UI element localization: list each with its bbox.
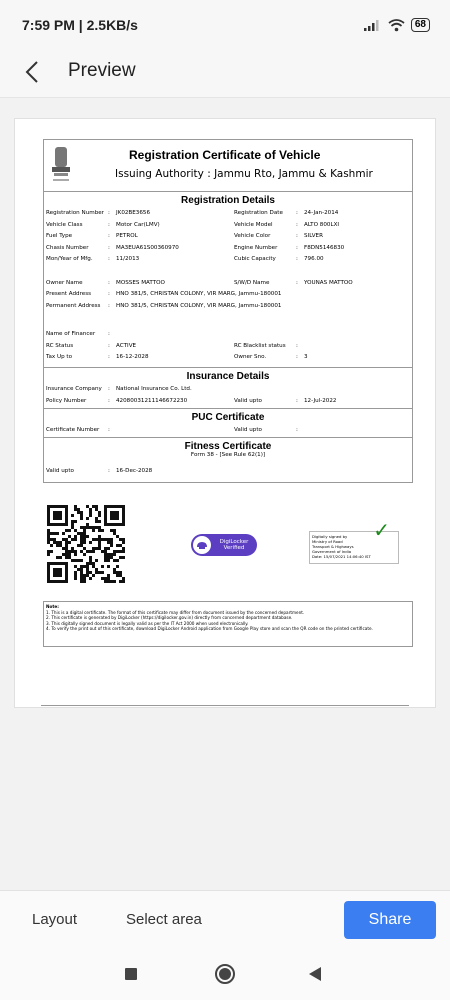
field-value: 16-Dec-2028 xyxy=(116,468,153,474)
detail-row: Mon/Year of Mfg. : 11/2013 Cubic Capacity : 796.00 xyxy=(44,254,412,266)
certificate-note xyxy=(43,601,413,647)
checkmark-icon: ✓ xyxy=(373,518,390,542)
detail-row: Present Address : HNO 381/5, CHRISTAN COLONY, VIR MARG, Jammu-180001 xyxy=(44,289,412,301)
field-label: Present Address xyxy=(46,291,92,297)
field-value: SILVER xyxy=(304,233,323,239)
permanent-address: HNO 381/5, CHRISTAN COLONY, VIR MARG, Jammu-180001 xyxy=(116,302,282,309)
badge-line: DigiLocker xyxy=(219,538,249,545)
field-value: ACTIVE xyxy=(116,342,137,349)
field-value: 11/2013 xyxy=(116,256,140,262)
back-button[interactable] xyxy=(16,56,48,88)
field-label: RC Status xyxy=(46,342,74,349)
national-emblem-icon xyxy=(50,145,72,187)
recent-apps-icon[interactable] xyxy=(125,968,137,980)
share-button[interactable]: Share xyxy=(344,901,436,939)
detail-row: Fuel Type : PETROL Vehicle Color : SILVER xyxy=(44,231,412,243)
note-item: 3. This digitally signed document is legally valid as per the IT Act 2000 when used electronically. xyxy=(46,620,249,626)
field-label: Chasis Number xyxy=(46,244,89,251)
field-label: RC Blacklist status xyxy=(234,342,286,349)
field-value: 3 xyxy=(304,354,308,360)
puc-section xyxy=(43,409,413,438)
certificate-header xyxy=(43,139,413,192)
signature-line: Date: 15/07/2021 14:06:40 IST xyxy=(312,554,371,559)
field-label: Owner Name xyxy=(46,279,83,286)
field-label: Permanent Address xyxy=(46,302,101,309)
document-page xyxy=(14,118,436,708)
field-label: Engine Number xyxy=(234,244,278,251)
detail-row: Name of Financer : xyxy=(44,329,412,341)
section-heading: Insurance Details xyxy=(186,371,270,382)
field-value: JK02BE3656 xyxy=(116,210,151,216)
select-area-button[interactable]: Select area xyxy=(126,911,202,928)
field-value: 24-Jan-2014 xyxy=(304,210,339,216)
page-title: Preview xyxy=(68,60,136,81)
field-value: PETROL xyxy=(116,233,138,239)
field-label: Vehicle Class xyxy=(46,221,83,228)
signature-line: Transport & Highways xyxy=(312,544,354,549)
note-item: 4. To verify the print out of this certificate, download DigiLocker Android application from Google Play store and scan the QR code on the printed certificate. xyxy=(46,626,373,631)
section-heading: Registration Details xyxy=(181,195,275,206)
field-label: S/W/D Name xyxy=(234,279,270,286)
field-label: Fuel Type xyxy=(46,233,73,239)
detail-row: Tax Up to : 16-12-2028 Owner Sno. : 3 xyxy=(44,352,412,364)
detail-row: Policy Number : 42080031211146672230 Valid upto : 12-Jul-2022 xyxy=(44,396,412,408)
certificate xyxy=(43,139,413,647)
signature-line: Digitally signed by xyxy=(312,534,348,539)
field-value: MA3EUA61S00360970 xyxy=(116,244,179,251)
field-value xyxy=(304,425,404,437)
field-label: Valid upto xyxy=(234,397,262,404)
field-value: ALTO 800LXI xyxy=(304,221,340,228)
field-label: Owner Sno. xyxy=(234,354,267,360)
owner-name: MOSSES MATTOO xyxy=(116,279,165,286)
field-label: Valid upto xyxy=(46,468,74,474)
signature-line: Government of India xyxy=(312,549,352,554)
status-bar xyxy=(0,0,450,46)
page-divider xyxy=(41,705,409,706)
note-title: Note: xyxy=(46,604,59,609)
section-heading: Fitness Certificate xyxy=(184,441,272,452)
nav-back-icon[interactable] xyxy=(309,967,321,981)
status-icons xyxy=(364,18,430,32)
field-label: Vehicle Color xyxy=(234,233,271,239)
detail-row: Owner Name : MOSSES MATTOO S/W/D Name : YOUNAS MATTOO xyxy=(44,278,412,290)
field-label: Cubic Capacity xyxy=(234,256,276,262)
field-label: Vehicle Model xyxy=(234,221,273,228)
bottom-toolbar xyxy=(0,890,450,947)
field-value: National Insurance Co. Ltd. xyxy=(116,386,192,392)
field-value: 42080031211146672230 xyxy=(116,397,188,404)
section-heading: PUC Certificate xyxy=(191,412,265,423)
layout-button[interactable]: Layout xyxy=(32,911,78,928)
detail-row: Registration Number : JK02BE3656 Registration Date : 24-Jan-2014 xyxy=(44,208,412,220)
present-address: HNO 381/5, CHRISTAN COLONY, VIR MARG, Jammu-180001 xyxy=(116,291,282,297)
chevron-left-icon xyxy=(25,61,39,83)
field-value xyxy=(304,341,404,353)
field-value: 12-Jul-2022 xyxy=(304,397,337,404)
detail-row: Valid upto : 16-Dec-2028 xyxy=(44,466,412,478)
field-label: Mon/Year of Mfg. xyxy=(46,256,93,262)
field-value: 16-12-2028 xyxy=(116,354,149,360)
field-value: 796.00 xyxy=(304,256,324,262)
note-item: 2. This certificate is generated by DigiLocker (https://digilocker.gov.in) directly from concerned department database. xyxy=(46,615,293,620)
digilocker-icon xyxy=(196,540,208,550)
fitness-section xyxy=(43,438,413,483)
status-time: 7:59 PM | 2.5KB/s xyxy=(22,17,138,33)
field-value xyxy=(116,329,234,341)
certificate-title: Registration Certificate of Vehicle xyxy=(129,148,321,162)
wifi-icon xyxy=(388,19,405,32)
field-label: Tax Up to xyxy=(46,354,73,360)
home-icon[interactable] xyxy=(215,964,235,984)
field-value: F8DN5146830 xyxy=(304,244,345,251)
detail-row: Chasis Number : MA3EUA61S00360970 Engine Number : F8DN5146830 xyxy=(44,243,412,255)
field-value: Motor Car(LMV) xyxy=(116,221,160,228)
field-value xyxy=(116,425,234,437)
note-item: 1. This is a digital certificate. The format of this certificate may differ from document issued by the concerned department. xyxy=(46,609,305,615)
badge-line: Verified xyxy=(223,545,245,551)
battery-icon: 68 xyxy=(411,18,430,32)
field-label: Registration Number xyxy=(46,210,104,216)
detail-row: Certificate Number : Valid upto : xyxy=(44,425,412,437)
certificate-footer xyxy=(43,505,413,597)
issuing-authority: Issuing Authority : Jammu Rto, Jammu & Kashmir xyxy=(115,168,373,180)
field-value: YOUNAS MATTOO xyxy=(304,279,353,286)
digilocker-verified-badge xyxy=(191,534,257,556)
qr-code xyxy=(47,505,125,583)
field-label: Insurance Company xyxy=(46,386,102,392)
field-label: Certificate Number xyxy=(46,427,100,433)
system-nav-bar xyxy=(0,947,450,1000)
field-label: Policy Number xyxy=(46,397,87,404)
detail-row: Vehicle Class : Motor Car(LMV) Vehicle Model : ALTO 800LXI xyxy=(44,220,412,232)
detail-row: Permanent Address : HNO 381/5, CHRISTAN COLONY, VIR MARG, Jammu-180001 xyxy=(44,301,412,313)
field-label: Name of Financer xyxy=(46,331,96,337)
field-label: Registration Date xyxy=(234,210,283,216)
registration-details-section xyxy=(43,192,413,368)
signal-icon xyxy=(364,19,382,31)
detail-row: RC Status : ACTIVE RC Blacklist status : xyxy=(44,341,412,353)
fitness-subtitle: Form 38 - [See Rule 62(1)] xyxy=(190,452,266,458)
insurance-section xyxy=(43,368,413,409)
detail-row: Insurance Company : National Insurance Co. Ltd. xyxy=(44,384,412,396)
digital-signature xyxy=(309,518,399,564)
signature-line: Ministry of Road xyxy=(312,539,343,544)
preview-area xyxy=(0,98,450,890)
app-bar xyxy=(0,46,450,98)
field-label: Valid upto xyxy=(234,427,262,433)
